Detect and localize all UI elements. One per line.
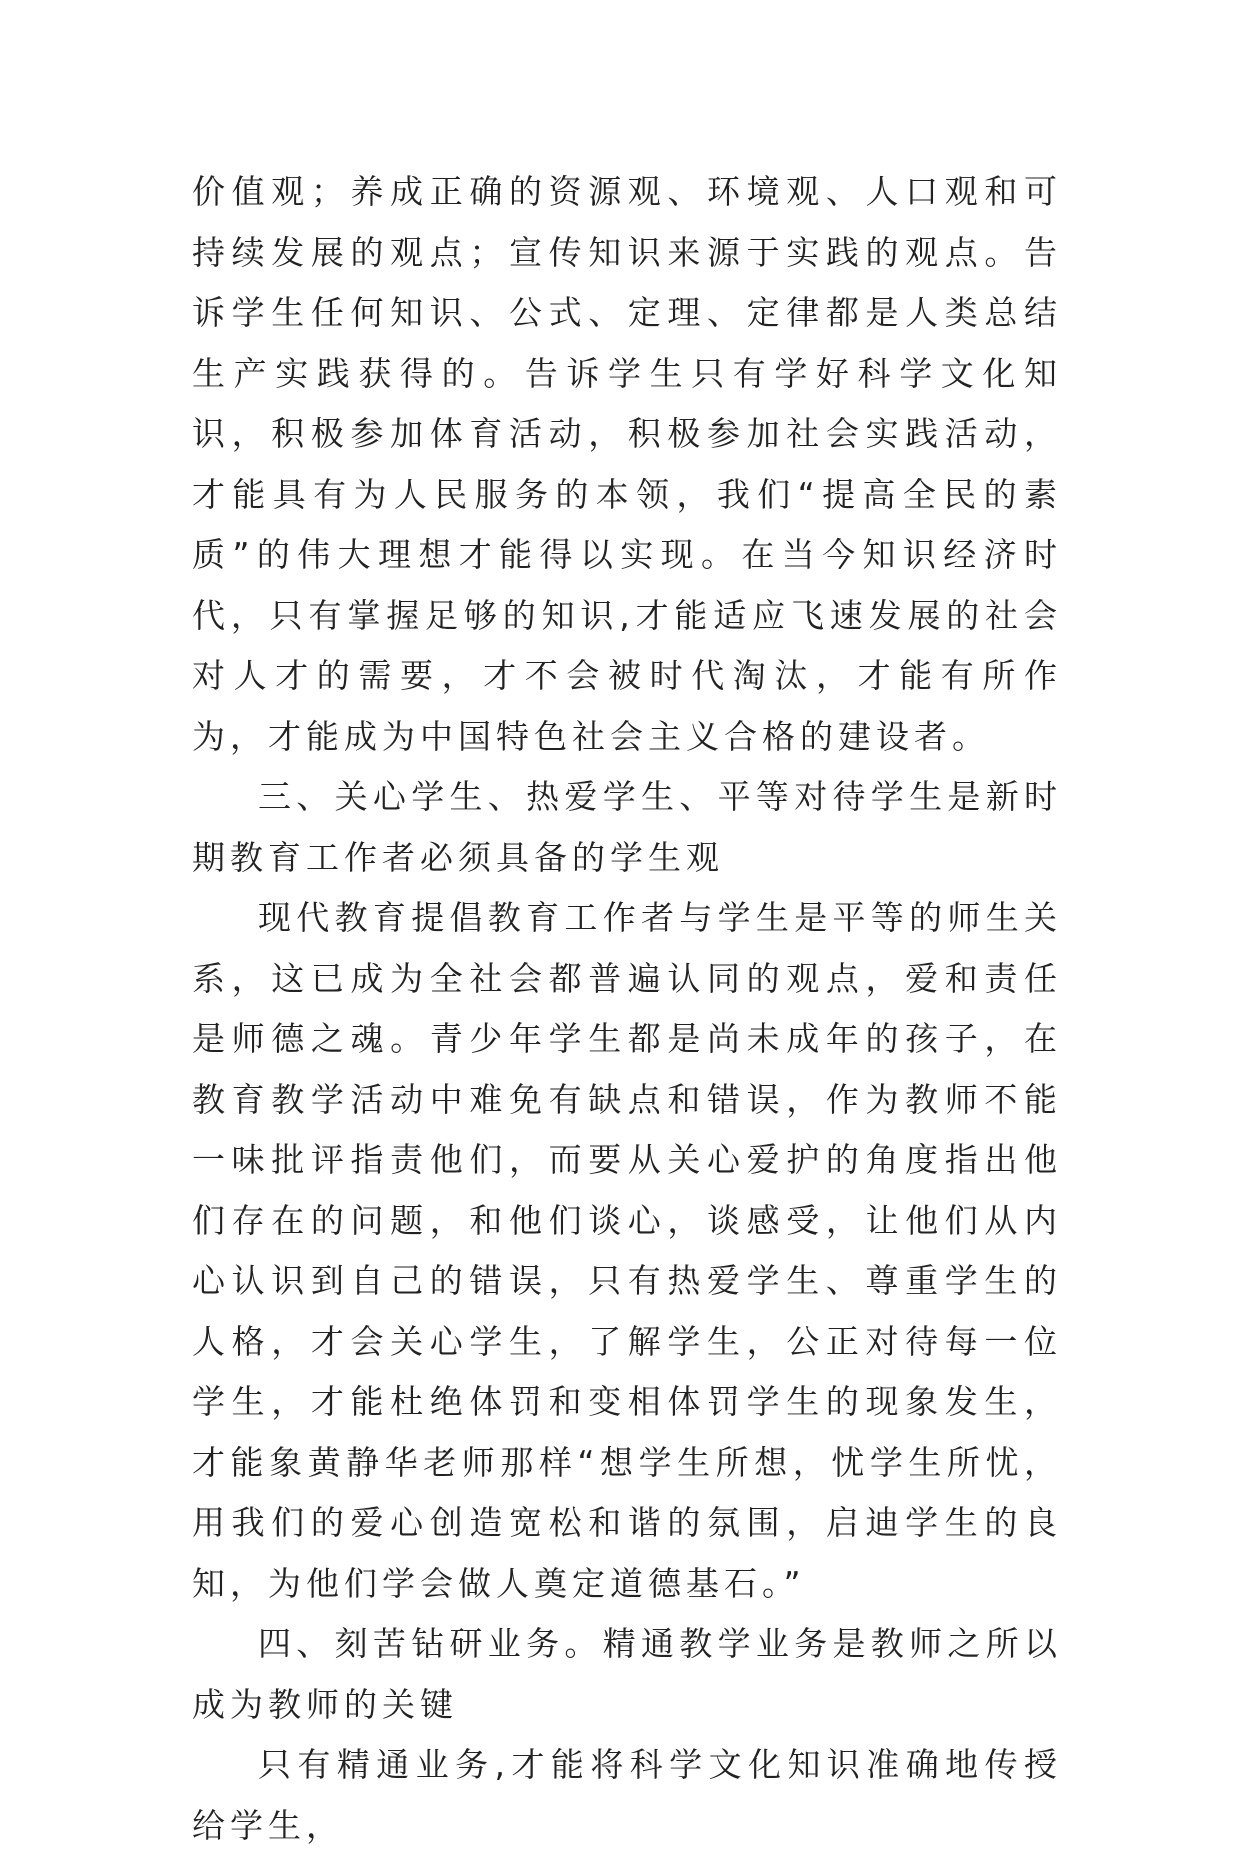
document-body xyxy=(192,162,1062,1856)
section-heading-four: 四、刻苦钻研业务。精通教学业务是教师之所以成为教师的关键 xyxy=(192,1624,1062,1724)
paragraph-student-view: 现代教育提倡教育工作者与学生是平等的师生关系，这已成为全社会都普遍认同的观点，爱和责任是师德之魂。青少年学生都是尚未成年的孩子，在教育教学活动中难免有缺点和错误，作为教师不能一味批评指责他们，而要从关心爱护的角度指出他们存在的问题，和他们谈心，谈感受，让他们从内心认识到自己的错误，只有热爱学生、尊重学生的人格，才会关心学生，了解学生，公正对待每一位学生，才能杜绝体罚和变相体罚学生的现象发生，才能象黄静华老师那样“想学生所想，忧学生所忧，用我们的爱心创造宽松和谐的氛围，启迪学生的良知，为他们学会做人奠定道德基石。” xyxy=(192,898,1062,1603)
paragraph-continuation: 价值观；养成正确的资源观、环境观、人口观和可持续发展的观点；宣传知识来源于实践的观点。告诉学生任何知识、公式、定理、定律都是人类总结生产实践获得的。告诉学生只有学好科学文化知识，积极参加体育活动，积极参加社会实践活动，才能具有为人民服务的本领，我们“提高全民的素质”的伟大理想才能得以实现。在当今知识经济时代，只有掌握足够的知识,才能适应飞速发展的社会对人才的需要，才不会被时代淘汰，才能有所作为，才能成为中国特色社会主义合格的建设者。 xyxy=(192,172,1062,756)
paragraph-expertise: 只有精通业务,才能将科学文化知识准确地传授给学生， xyxy=(192,1745,1062,1845)
section-heading-three: 三、关心学生、热爱学生、平等对待学生是新时期教育工作者必须具备的学生观 xyxy=(192,777,1062,877)
